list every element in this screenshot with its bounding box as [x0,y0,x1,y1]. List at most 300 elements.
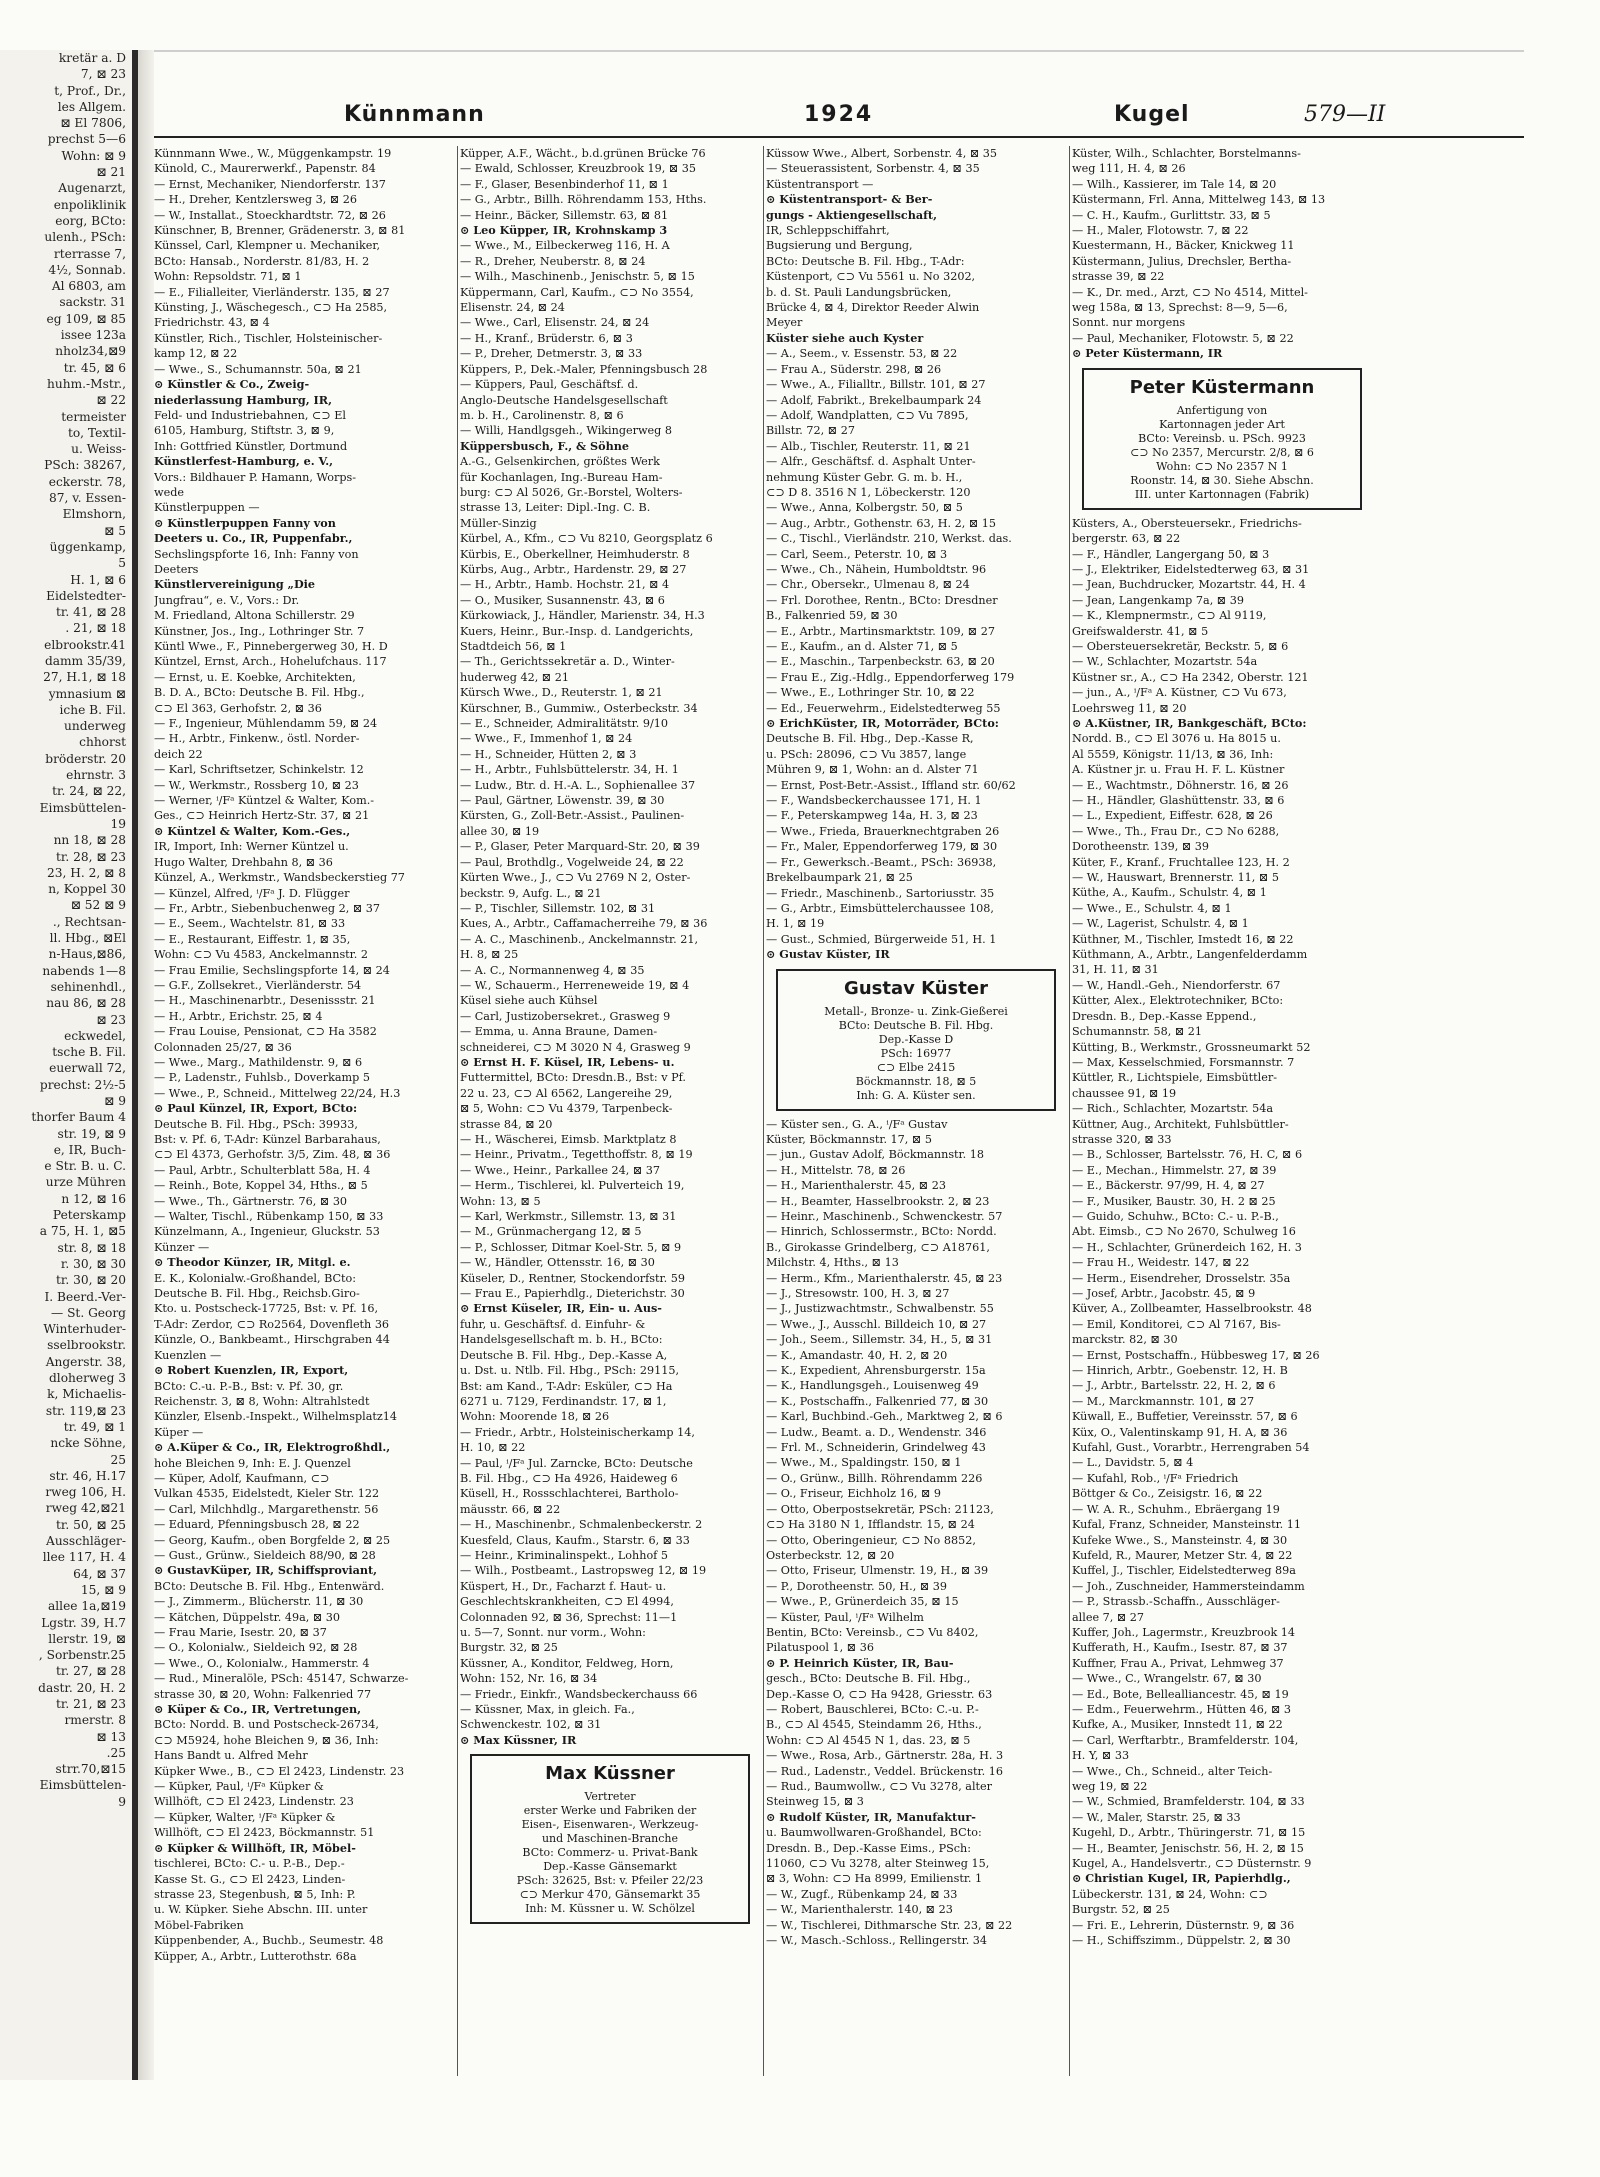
directory-entry: T-Adr: Zerdor, ⊂⊃ Ro2564, Dovenfleth 36 [154,1317,390,1331]
directory-entry: — Wwe., Th., Frau Dr., ⊂⊃ No 6288, [1072,824,1280,838]
directory-entry: — O., Musiker, Susannenstr. 43, ⊠ 6 [460,593,665,607]
column-divider [763,146,764,2076]
advertisement-title: Peter Küstermann [1129,376,1315,398]
directory-entry: Al 5559, Königstr. 11/13, ⊠ 36, Inh: [1072,747,1274,761]
directory-entry: schneiderei, ⊂⊃ M 3020 N 4, Grasweg 9 [460,1040,691,1054]
prev-page-line: tr. 27, ⊠ 28 [56,1664,126,1679]
prev-page-line: tr. 30, ⊠ 20 [56,1273,126,1288]
directory-entry: ⊙ Küntzel & Walter, Kom.-Ges., [154,823,351,838]
prev-page-line: nau 86, ⊠ 28 [46,996,126,1011]
directory-entry: — Wwe., E., Schulstr. 4, ⊠ 1 [1072,901,1232,915]
prev-page-line: .25 [106,1745,126,1760]
directory-entry: — Alb., Tischler, Reuterstr. 11, ⊠ 21 [766,439,971,453]
directory-entry: — A. C., Normannenweg 4, ⊠ 35 [460,963,645,977]
advertisement-line: PSch: 16977 [880,1046,952,1060]
prev-page-line: ncke Söhne, [50,1436,126,1451]
directory-entry: — W., Hauswart, Brennerstr. 11, ⊠ 5 [1072,871,1279,885]
prev-page-line: elbrookstr.41 [44,637,126,652]
prev-page-line: tr. 45, ⊠ 6 [63,360,126,375]
directory-entry: Kufal, Franz, Schneider, Mansteinstr. 11 [1072,1518,1302,1532]
directory-entry: — Paul, Brothdlg., Vogelweide 24, ⊠ 22 [460,855,684,869]
directory-entry: — J., Zimmerm., Blücherstr. 11, ⊠ 30 [154,1595,364,1609]
directory-entry: ⊙ A.Küper & Co., IR, Elektrogroßhdl., [154,1440,391,1455]
prev-page-line: e, IR, Buch- [53,1142,126,1157]
prev-page-line: I. Beerd.-Ver- [44,1289,126,1304]
directory-entry: — H., Kranf., Brüderstr. 6, ⊠ 3 [460,331,633,345]
directory-entry: Milchstr. 4, Hths., ⊠ 13 [766,1256,899,1270]
directory-columns [154,146,1524,2076]
directory-entry: Künold, C., Maurerwerkf., Papenstr. 84 [154,162,376,176]
directory-entry: Küver, A., Zollbeamter, Hasselbrookstr. 48 [1072,1302,1312,1316]
directory-entry: — J., Stresowstr. 100, H. 3, ⊠ 27 [766,1287,950,1300]
directory-entry: Küter, F., Kranf., Fruchtallee 123, H. 2 [1072,855,1290,869]
directory-entry: Künzelmann, A., Ingenieur, Gluckstr. 53 [154,1225,380,1239]
directory-entry: — Wilh., Maschinenb., Jenischstr. 5, ⊠ 15 [460,270,695,284]
prev-page-line: rweg 42,⊠21 [45,1501,126,1516]
directory-entry: — W., Tischlerei, Dithmarsche Str. 23, ⊠ 22 [766,1918,1013,1932]
prev-page-line: urze Mühren [45,1175,126,1190]
prev-page-line: n 12, ⊠ 16 [61,1191,126,1206]
directory-entry: Kürsch Wwe., D., Reuterstr. 1, ⊠ 21 [460,686,663,700]
prev-page-line: tr. 24, ⊠ 22, [52,784,126,799]
directory-entry: — W., Installat., Stoeckhardtstr. 72, ⊠ 26 [154,208,386,222]
directory-entry: — H., Arbtr., Finkenw., östl. Norder- [154,732,360,746]
directory-entry: — Frau Emilie, Sechslingspforte 14, ⊠ 24 [154,963,390,977]
prev-page-line: underweg [64,719,126,734]
directory-entry: b. d. St. Pauli Landungsbrücken, [766,285,952,299]
directory-entry: nehmung Küster Gebr. G. m. b. H., [766,470,963,484]
directory-entry: — H., Wäscherei, Eimsb. Marktplatz 8 [460,1133,677,1146]
directory-entry: — Ed., Feuerwehrm., Eidelstedterweg 55 [766,701,1001,715]
directory-entry: — Joh., Seem., Sillemstr. 34, H., 5, ⊠ 31 [766,1333,993,1347]
directory-entry: Sonnt. nur morgens [1072,316,1186,330]
directory-entry: Greifswalderstr. 41, ⊠ 5 [1072,624,1209,638]
directory-entry: Bst: am Kand., T-Adr: Esküler, ⊂⊃ Ha [460,1379,673,1393]
prev-page-line: termeister [61,409,126,424]
directory-entry: — G., Arbtr., Billh. Röhrendamm 153, Hths. [460,193,707,207]
directory-entry: Deeters u. Co., IR, Puppenfabr., [154,531,353,546]
advertisement-line: Dep.-Kasse Gänsemarkt [543,1860,677,1874]
directory-entry: — Friedr., Arbtr., Holsteinischerkamp 14, [460,1425,695,1439]
directory-entry: Küsters, A., Obersteuersekr., Friedrichs- [1072,516,1302,530]
directory-entry: IR, Schleppschiffahrt, [766,224,890,238]
directory-entry: Wohn: 13, ⊠ 5 [460,1194,541,1208]
directory-entry: Kuesfeld, Claus, Kaufm., Starstr. 6, ⊠ 33 [460,1533,690,1547]
directory-entry: — Paul, Arbtr., Schulterblatt 58a, H. 4 [154,1163,371,1177]
directory-entry: Küttner, Aug., Architekt, Fuhlsbüttler- [1072,1117,1289,1131]
prev-page-line: nholz34,⊠9 [55,344,126,359]
prev-page-line: Ausschläger- [46,1534,126,1549]
advertisement-line: Kartonnagen jeder Art [1159,417,1285,431]
directory-entry: ⊙ Leo Küpper, IR, Krohnskamp 3 [460,223,668,238]
directory-entry: M. Friedland, Altona Schillerstr. 29 [154,609,355,623]
prev-page-line: üggenkamp, [49,539,126,554]
directory-entry: — F., Peterskampweg 14a, H. 3, ⊠ 23 [766,809,978,823]
directory-entry: Künstlerfest-Hamburg, e. V., [154,454,334,469]
directory-entry: Kuers, Heinr., Bur.-Insp. d. Landgerichts, [460,624,694,638]
prev-page-line: to, Textil- [67,425,126,440]
directory-entry: Küpper, A., Arbtr., Lutterothstr. 68a [154,1949,357,1963]
directory-entry: — H., Beamter, Jenischstr. 56, H. 2, ⊠ 15 [1072,1841,1304,1855]
advertisement-line: Inh: M. Küssner u. W. Schölzel [525,1902,695,1916]
directory-entry: — K., Expedient, Ahrensburgerstr. 15a [766,1364,986,1378]
directory-entry: chaussee 91, ⊠ 19 [1072,1086,1177,1100]
directory-entry: — Ernst, Postschaffn., Hübbesweg 17, ⊠ 26 [1072,1348,1320,1362]
directory-entry: Kuffer, Joh., Lagermstr., Kreuzbrook 14 [1072,1625,1296,1639]
directory-entry: bergerstr. 63, ⊠ 22 [1072,532,1181,546]
directory-entry: — P., Glaser, Peter Marquard-Str. 20, ⊠ 39 [460,840,700,854]
directory-entry: B. Fil. Hbg., ⊂⊃ Ha 4926, Haideweg 6 [460,1471,678,1485]
header-rule [154,136,1524,138]
advertisement-line: Wohn: ⊂⊃ No 2357 N 1 [1156,459,1288,473]
directory-entry: — Heinr., Privatm., Tegetthoffstr. 8, ⊠ 19 [460,1148,693,1162]
directory-entry: 22 u. 23, ⊂⊃ Al 6562, Langereihe 29, [460,1086,673,1100]
book-gutter [138,50,154,2080]
directory-entry: Kuestermann, H., Bäcker, Knickweg 11 [1072,239,1295,253]
directory-entry: — Wwe., E., Lothringer Str. 10, ⊠ 22 [766,686,975,700]
directory-entry: — Frl. Dorothee, Rentn., BCto: Dresdner [766,593,998,607]
directory-entry: — Reinh., Bote, Koppel 34, Hths., ⊠ 5 [154,1179,368,1193]
prev-page-line: eg 109, ⊠ 85 [46,311,126,326]
directory-entry: Pilatuspool 1, ⊠ 36 [766,1641,874,1655]
directory-entry: H. 1, ⊠ 19 [766,917,825,931]
directory-entry: ⊙ GustavKüper, IR, Schiffsproviant, [154,1563,378,1578]
previous-page-fragment [0,50,138,2080]
directory-entry: — Wilh., Postbeamt., Lastropsweg 12, ⊠ 19 [460,1564,707,1578]
directory-entry: — E., Restaurant, Eiffestr. 1, ⊠ 35, [154,932,351,946]
prev-page-line: str. 46, H.17 [49,1468,126,1483]
column-divider [1069,146,1070,2076]
directory-entry: — E., Mechan., Himmelstr. 27, ⊠ 39 [1072,1163,1277,1177]
directory-entry: — Frau Marie, Isestr. 20, ⊠ 37 [154,1626,327,1639]
prev-page-line: les Allgem. [57,99,126,114]
directory-entry: Handelsgesellschaft m. b. H., BCto: [460,1333,663,1347]
directory-entry: — Küper, Adolf, Kaufmann, ⊂⊃ [154,1471,330,1485]
directory-entry: — Th., Gerichtssekretär a. D., Winter- [460,655,675,669]
directory-entry: Colonnaden 25/27, ⊠ 36 [154,1040,292,1054]
prev-page-line: H. 1, ⊠ 6 [70,572,126,587]
directory-entry: Küsell, H., Rossschlachterei, Bartholo- [460,1487,679,1501]
directory-entry: — Emil, Konditorei, ⊂⊃ Al 7167, Bis- [1072,1317,1281,1331]
prev-page-line: tsche B. Fil. [52,1045,126,1060]
directory-entry: — jun., Gustav Adolf, Böckmannstr. 18 [766,1148,985,1162]
directory-entry: Kufahl, Gust., Vorarbtr., Herrengraben 54 [1072,1441,1310,1455]
directory-entry: — Ernst, u. E. Koebke, Architekten, [154,670,356,684]
directory-entry: — Wwe., Ch., Nähein, Humboldtstr. 96 [766,562,987,576]
directory-entry: ⊙ Ernst H. F. Küsel, IR, Lebens- u. [460,1054,675,1069]
directory-entry: Küwall, E., Buffetier, Vereinsstr. 57, ⊠ 6 [1072,1410,1298,1424]
directory-entry: Feld- und Industriebahnen, ⊂⊃ El [154,408,346,422]
directory-entry: Kürkowiack, J., Händler, Marienstr. 34, H.3 [460,609,705,623]
directory-entry: weg 111, H. 4, ⊠ 26 [1072,162,1186,176]
prev-page-line: ⊠ 13 [96,1729,126,1744]
advertisement-line: Anfertigung von [1176,403,1268,417]
directory-entry: — Küppers, Paul, Geschäftsf. d. [460,378,639,392]
directory-entry: wede [154,485,184,499]
advertisement-line: ⊂⊃ Merkur 470, Gänsemarkt 35 [519,1888,701,1902]
directory-entry: Futtermittel, BCto: Dresdn.B., Bst: v Pf. [460,1071,686,1085]
prev-page-line: — St. Georg [51,1305,126,1320]
prev-page-line: 7, ⊠ 23 [80,67,126,82]
directory-entry: Küpper, A.F., Wächt., b.d.grünen Brücke 76 [460,147,706,160]
directory-entry: BCto: C.-u. P.-B., Bst: v. Pf. 30, gr. [154,1379,344,1393]
directory-entry: allee 7, ⊠ 27 [1072,1610,1145,1624]
directory-entry: Deutsche B. Fil. Hbg., Reichsb.Giro- [154,1287,360,1301]
directory-entry: Abt. Eimsb., ⊂⊃ No 2670, Schulweg 16 [1072,1225,1296,1239]
directory-entry: — A., Seem., v. Essenstr. 53, ⊠ 22 [766,347,958,361]
prev-page-line: Eimsbüttelen- [39,1778,126,1793]
directory-entry: Müller-Sinzig [460,516,537,530]
directory-entry: Mühren 9, ⊠ 1, Wohn: an d. Alster 71 [766,763,979,777]
directory-entry: Küppermann, Carl, Kaufm., ⊂⊃ No 3554, [460,285,694,299]
advertisement-box [1082,368,1362,510]
directory-entry: Küssow Wwe., Albert, Sorbenstr. 4, ⊠ 35 [766,147,998,160]
directory-entry: ⊂⊃ D 8. 3516 N 1, Löbeckerstr. 120 [766,485,971,499]
prev-page-line: r. 30, ⊠ 30 [60,1256,126,1271]
prev-page-line: nabends 1—8 [42,963,126,978]
prev-page-line: prechst: 2½-5 [39,1077,126,1092]
directory-entry: — jun., A., ⁱ/Fᵃ A. Küstner, ⊂⊃ Vu 673, [1072,686,1287,700]
directory-entry: — W. A. R., Schuhm., Ebräergang 19 [1072,1502,1280,1516]
prev-page-line: sackstr. 31 [59,295,126,310]
directory-entry: 6271 u. 7129, Ferdinandstr. 17, ⊠ 1, [460,1394,667,1408]
directory-entry: — E., Schneider, Admiralitätstr. 9/10 [460,717,668,731]
advertisement-line: Eisen-, Eisenwaren-, Werkzeug- [521,1818,699,1832]
page-number: 579—II [1304,102,1386,127]
directory-entry: strasse 320, ⊠ 33 [1072,1132,1172,1146]
directory-entry: — F., Wandsbeckerchaussee 171, H. 1 [766,794,982,808]
directory-entry: Kürsten, G., Zoll-Betr.-Assist., Paulinen- [460,809,685,823]
directory-entry: — Wwe., Carl, Elisenstr. 24, ⊠ 24 [460,316,650,330]
directory-entry: Künssel, Carl, Klempner u. Mechaniker, [154,239,381,253]
directory-entry: B., Girokasse Grindelberg, ⊂⊃ A18761, [766,1240,990,1254]
advertisement-line: Dep.-Kasse D [878,1032,954,1046]
directory-entry: Wohn: Moorende 18, ⊠ 26 [460,1410,610,1424]
prev-page-line: 5 [118,556,126,571]
prev-page-line: tr. 21, ⊠ 23 [56,1696,126,1711]
directory-entry: — Friedr., Einkfr., Wandsbeckerchauss 66 [460,1687,698,1701]
directory-entry: fuhr, u. Geschäftsf. d. Einfuhr- & [460,1317,646,1331]
directory-entry: — Werner, ⁱ/Fᵃ Küntzel & Walter, Kom.- [154,794,375,808]
directory-entry: ⊙ Max Küssner, IR [460,1732,577,1747]
directory-entry: Kuffner, Frau A., Privat, Lehmweg 37 [1072,1656,1284,1670]
prev-page-line: tr. 50, ⊠ 25 [56,1517,126,1532]
directory-entry: Küthner, M., Tischler, Imstedt 16, ⊠ 22 [1072,932,1294,946]
directory-entry: A. Küstner jr. u. Frau H. F. L. Küstner [1072,763,1285,777]
directory-entry: — Wwe., C., Wrangelstr. 67, ⊠ 30 [1072,1672,1262,1686]
directory-entry: — Walter, Tischl., Rübenkamp 150, ⊠ 33 [154,1210,384,1224]
prev-page-line: llerstr. 19, ⊠ [48,1631,126,1646]
prev-page-line: enpoliklinik [53,197,126,212]
directory-entry: Billstr. 72, ⊠ 27 [766,424,855,438]
directory-entry: — Küster, Paul, ⁱ/Fᵃ Wilhelm [766,1610,924,1624]
prev-page-line: 15, ⊠ 9 [80,1582,126,1597]
directory-entry: — Fr., Maler, Eppendorferweg 179, ⊠ 30 [766,840,998,854]
directory-entry: — E., Seem., Wachtelstr. 81, ⊠ 33 [154,917,346,931]
directory-entry: Küntl Wwe., F., Pinnebergerweg 30, H. D [154,640,388,653]
directory-entry: — Ewald, Schlosser, Kreuzbrook 19, ⊠ 35 [460,162,697,176]
prev-page-line: ⊠ 52 ⊠ 9 [70,898,126,913]
prev-page-line: eorg, BCto: [55,213,126,228]
directory-entry: — Eduard, Pfenningsbusch 28, ⊠ 22 [154,1518,360,1532]
directory-entry: ⊂⊃ El 363, Gerhofstr. 2, ⊠ 36 [154,701,322,715]
directory-entry: Kürbel, A., Kfm., ⊂⊃ Vu 8210, Georgsplatz 6 [460,532,713,546]
directory-entry: B. D. A., BCto: Deutsche B. Fil. Hbg., [154,686,365,700]
directory-entry: — Wwe., F., Immenhof 1, ⊠ 24 [460,732,633,746]
directory-entry: — Carl, Seem., Peterstr. 10, ⊠ 3 [766,547,948,561]
directory-entry: — Frau E., Papierhdlg., Dieterichstr. 30 [460,1287,685,1301]
header-year: 1924 [804,102,874,127]
directory-entry: — K., Handlungsgeh., Louisenweg 49 [766,1379,979,1393]
directory-entry: Dresdn. B., Dep.-Kasse Eims., PSch: [766,1841,972,1855]
directory-entry: — Heinr., Kriminalinspekt., Lohhof 5 [460,1548,668,1562]
directory-entry: Künschner, B, Brenner, Grädenerstr. 3, ⊠ 81 [154,224,406,238]
prev-page-line: str. 119,⊠ 23 [45,1403,126,1418]
prev-page-line: ⊠ 22 [96,393,126,408]
directory-page [154,50,1524,2092]
directory-entry: — A. C., Maschinenb., Anckelmannstr. 21, [460,932,699,946]
directory-entry: ⊠ 3, Wohn: ⊂⊃ Ha 8999, Emilienstr. 1 [766,1872,983,1886]
advertisement-line: Roonstr. 14, ⊠ 30. Siehe Abschn. [1130,473,1314,487]
directory-entry: — Wwe., Th., Gärtnerstr. 76, ⊠ 30 [154,1194,348,1208]
directory-entry: Hans Bandt u. Alfred Mehr [154,1749,308,1763]
directory-entry: — H., Maschinenarbtr., Desenissstr. 21 [154,994,376,1008]
directory-entry: — O., Kolonialw., Sieldeich 92, ⊠ 28 [154,1641,358,1655]
directory-entry: weg 19, ⊠ 22 [1072,1780,1148,1793]
directory-entry: Küppenbender, A., Buchb., Seumestr. 48 [154,1934,384,1948]
prev-page-line: t, Prof., Dr., [54,83,126,98]
directory-entry: Kufeke Wwe., S., Mansteinstr. 4, ⊠ 30 [1072,1533,1288,1547]
directory-entry: — Friedr., Maschinenb., Sartoriusstr. 35 [766,886,995,900]
directory-entry: — Otto, Friseur, Ulmenstr. 19, H., ⊠ 39 [766,1564,989,1578]
prev-page-line: damm 35/39, [44,653,126,668]
directory-entry: — H., Dreher, Kentzlersweg 3, ⊠ 26 [154,193,358,207]
prev-page-line: rterrasse 7, [53,246,126,261]
directory-entry: — Frau Louise, Pensionat, ⊂⊃ Ha 3582 [154,1025,377,1039]
directory-entry: — Paul, ⁱ/Fᵃ Jul. Zarncke, BCto: Deutsche [460,1456,693,1470]
prev-page-line: dloherweg 3 [49,1371,126,1386]
directory-entry: Küseler, D., Rentner, Stockendorfstr. 59 [460,1271,686,1285]
directory-entry: — Fri. E., Lehrerin, Düsternstr. 9, ⊠ 36 [1072,1918,1295,1932]
directory-entry: ⊙ P. Heinrich Küster, IR, Bau- [766,1655,954,1670]
directory-entry: Loehrsweg 11, ⊠ 20 [1072,701,1187,715]
directory-entry: — W., Händler, Ottensstr. 16, ⊠ 30 [460,1256,655,1270]
directory-entry: Stadtdeich 56, ⊠ 1 [460,640,567,653]
directory-entry: Wohn: 152, Nr. 16, ⊠ 34 [460,1672,598,1686]
directory-entry: — Heinr., Bäcker, Sillemstr. 63, ⊠ 81 [460,208,669,222]
directory-entry: u. 5—7, Sonnt. nur vorm., Wohn: [460,1626,646,1639]
directory-entry: — J., Arbtr., Bartelsstr. 22, H. 2, ⊠ 6 [1072,1379,1276,1393]
directory-entry: Küthmann, A., Arbtr., Langenfelderdamm [1072,948,1308,962]
directory-entry: — C., Tischl., Vierländstr. 210, Werkst. das. [766,532,1012,546]
directory-entry: Burgstr. 52, ⊠ 25 [1072,1903,1170,1917]
prev-page-line: ll. Hbg., ⊠El [49,931,126,946]
directory-entry: Böttger & Co., Zeisigstr. 16, ⊠ 22 [1072,1487,1263,1501]
prev-page-line: 4½, Sonnab. [48,262,126,277]
directory-entry: Küstermann, Julius, Drechsler, Bertha- [1072,254,1292,268]
directory-entry: ⊙ Paul Künzel, IR, Export, BCto: [154,1101,358,1116]
directory-entry: — P., Ladenstr., Fuhlsb., Doverkamp 5 [154,1071,370,1085]
directory-entry: — Ludw., Btr. d. H.-A. L., Sophienallee 37 [460,778,696,792]
prev-page-line: Peterskamp [52,1208,126,1223]
directory-entry: — C. H., Kaufm., Gurlittstr. 33, ⊠ 5 [1072,208,1271,222]
directory-entry: Wohn: ⊂⊃ Al 4545 N 1, das. 23, ⊠ 5 [766,1733,971,1747]
directory-entry: — Wwe., Rosa, Arb., Gärtnerstr. 28a, H. 3 [766,1749,1004,1763]
directory-entry: Möbel-Fabriken [154,1918,244,1932]
directory-entry: Küstenport, ⊂⊃ Vu 5561 u. No 3202, [766,270,976,284]
directory-entry: Deutsche B. Fil. Hbg., Dep.-Kasse R, [766,732,974,746]
directory-entry: — W., Schmied, Bramfelderstr. 104, ⊠ 33 [1072,1795,1305,1809]
prev-page-line: ., Rechtsan- [52,914,126,929]
directory-entry: Küstner sr., A., ⊂⊃ Ha 2342, Oberstr. 121 [1072,670,1309,684]
directory-entry: Kuffel, J., Tischler, Eidelstedterweg 89a [1072,1564,1296,1578]
directory-entry: BCto: Nordd. B. und Postscheck-26734, [154,1718,379,1732]
directory-entry: Küttler, R., Lichtspiele, Eimsbüttler- [1072,1071,1277,1085]
directory-entry: — Hinrich, Arbtr., Goebenstr. 12, H. B [1072,1364,1288,1378]
directory-entry: Kufferath, H., Kaufm., Isestr. 87, ⊠ 37 [1072,1641,1288,1655]
directory-entry: — Frau A., Süderstr. 298, ⊠ 26 [766,362,942,376]
advertisement-line: erster Werke und Fabriken der [523,1804,697,1818]
directory-entry: B., ⊂⊃ Al 4545, Steindamm 26, Hths., [766,1718,982,1732]
prev-page-line: ehrnstr. 3 [66,768,126,783]
directory-entry: — Alfr., Geschäftsf. d. Asphalt Unter- [766,455,976,469]
advertisement-line: Metall-, Bronze- u. Zink-Gießerei [824,1004,1008,1018]
directory-entry: — W., Werkmstr., Rossberg 10, ⊠ 23 [154,778,359,792]
directory-entry: ⊙ Küpker & Willhöft, IR, Möbel- [154,1840,356,1855]
prev-page-line: , Sorbenstr.25 [38,1648,126,1663]
prev-page-line: tr. 49, ⊠ 1 [63,1419,126,1434]
directory-entry: — H., Beamter, Hasselbrookstr. 2, ⊠ 23 [766,1194,990,1208]
directory-entry: — Rud., Baumwollw., ⊂⊃ Vu 3278, alter [766,1780,993,1793]
directory-entry: Kürten Wwe., J., ⊂⊃ Vu 2769 N 2, Oster- [460,871,691,885]
directory-entry: Küstermann, Frl. Anna, Mittelweg 143, ⊠ 13 [1072,193,1326,207]
directory-entry: Küsel siehe auch Kühsel [460,994,598,1008]
directory-entry: — W., Schlachter, Mozartstr. 54a [1072,655,1258,669]
directory-entry: — M., Grünmachergang 12, ⊠ 5 [460,1225,642,1239]
directory-entry: marckstr. 82, ⊠ 30 [1072,1333,1178,1347]
directory-entry: niederlassung Hamburg, IR, [154,392,332,407]
directory-entry: tischlerei, BCto: C.- u. P.-B., Dep.- [154,1857,345,1871]
directory-entry: — Küpker, Walter, ⁱ/Fᵃ Küpker & [154,1810,336,1824]
directory-entry: — Jean, Buchdrucker, Mozartstr. 44, H. 4 [1072,578,1306,592]
directory-entry: — F., Glaser, Besenbinderhof 11, ⊠ 1 [460,177,669,191]
advertisement-line: BCto: Commerz- u. Privat-Bank [522,1846,698,1860]
directory-entry: — Carl, Justizobersekret., Grasweg 9 [460,1009,671,1023]
directory-entry: — Aug., Arbtr., Gothenstr. 63, H. 2, ⊠ 15 [766,516,997,530]
directory-entry: Künstler, Rich., Tischler, Holsteinischer- [154,331,383,345]
directory-entry: m. b. H., Carolinenstr. 8, ⊠ 6 [460,408,624,422]
directory-entry: — Karl, Schriftsetzer, Schinkelstr. 12 [154,763,364,777]
directory-entry: — Wilh., Kassierer, im Tale 14, ⊠ 20 [1072,177,1277,191]
directory-entry: — Wwe., S., Schumannstr. 50a, ⊠ 21 [154,362,362,376]
directory-entry: u. W. Küpker. Siehe Abschn. III. unter [154,1903,368,1917]
directory-entry: ⊙ Künstler & Co., Zweig- [154,377,310,392]
directory-entry: Inh: Gottfried Künstler, Dortmund [154,439,348,453]
directory-entry: — P., Dorotheenstr. 50, H., ⊠ 39 [766,1579,948,1593]
directory-entry: — Robert, Bauschlerei, BCto: C.-u. P.- [766,1702,979,1716]
directory-entry: hohe Bleichen 9, Inh: E. J. Quenzel [154,1456,351,1470]
directory-entry: — Künzel, Alfred, ⁱ/Fᵃ J. D. Flügger [154,886,350,900]
prev-page-line: bröderstr. 20 [45,751,126,766]
directory-entry: — Carl, Werftarbtr., Bramfelderstr. 104, [1072,1733,1299,1747]
directory-entry: — Otto, Oberingenieur, ⊂⊃ No 8852, [766,1533,976,1547]
column-2 [460,146,760,2076]
prev-page-line: dastr. 20, H. 2 [38,1680,126,1695]
directory-entry: Bugsierung und Bergung, [766,239,913,253]
column-1 [154,146,454,2076]
directory-entry: — Wwe., Marg., Mathildenstr. 9, ⊠ 6 [154,1055,363,1069]
directory-entry: — W., Lagerist, Schulstr. 4, ⊠ 1 [1072,917,1249,931]
